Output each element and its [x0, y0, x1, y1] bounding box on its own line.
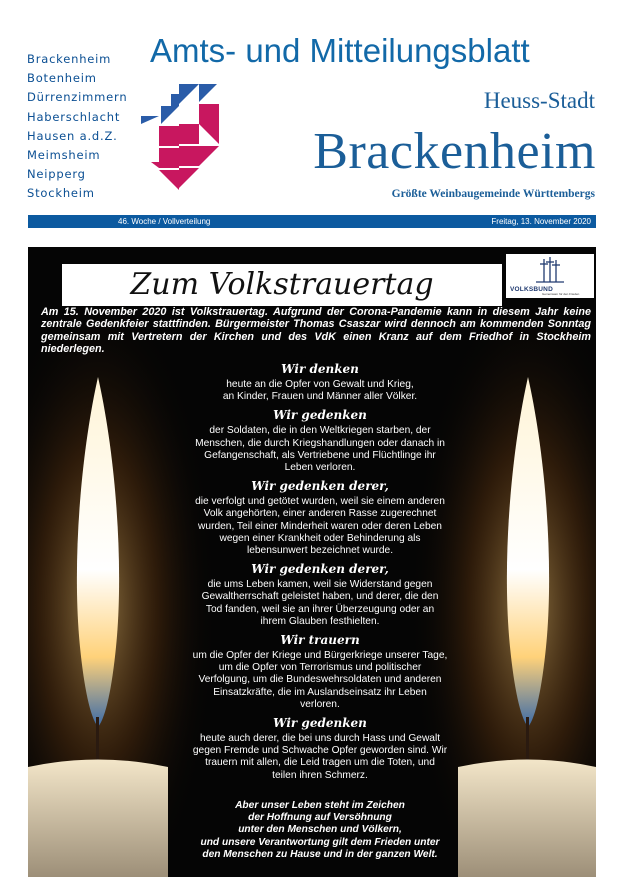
- town-name: Botenheim: [27, 71, 97, 86]
- town-name: Hausen a.d.Z.: [27, 128, 118, 143]
- verse-line: teilen ihren Schmerz.: [272, 769, 368, 781]
- town-name: Neipperg: [27, 167, 86, 182]
- tagline: Größte Weinbaugemeinde Württembergs: [391, 188, 595, 200]
- verse-heading: Wir gedenken derer,: [251, 479, 389, 494]
- closing-line: den Menschen zu Hause und in der ganzen Welt.: [202, 848, 438, 860]
- verse-body: [150, 496, 490, 557]
- town-name: Brackenheim: [27, 52, 112, 66]
- verse-heading: Wir trauern: [280, 633, 360, 648]
- verse-line: ihrem Glauben festhielten.: [260, 615, 380, 627]
- verse-line: um die Opfer von Terrorismus und politischer: [218, 662, 422, 674]
- verse-line: verloren.: [300, 698, 340, 710]
- town-name-heading: Brackenheim: [313, 123, 596, 180]
- verse-line: die ums Leben kamen, weil sie Widerstand gegen: [207, 579, 433, 591]
- verse-line: Verfolgung, um die Bundeswehrsoldaten und anderen: [198, 674, 442, 686]
- closing-line: Aber unser Leben steht im Zeichen: [235, 800, 405, 811]
- issue-label: 46. Woche / Vollverteilung: [118, 217, 211, 226]
- verse-line: an Kinder, Frauen und Männer aller Völker.: [222, 391, 418, 403]
- city-logo-icon: [141, 84, 226, 199]
- verse-body: [150, 379, 490, 403]
- verse-line: Menschen, die durch Kriegshandlungen oder danach in: [195, 437, 445, 449]
- cross-icon: [506, 254, 594, 286]
- closing-lines: [150, 800, 490, 861]
- verse-line: Einsatzkräfte, die im Auslandseinsatz ihr Leben: [213, 686, 427, 698]
- verse-line: wurden, Teil einer Minderheit waren oder deren Leben: [198, 520, 442, 532]
- verse-body: [150, 733, 490, 782]
- verse-line: heute auch derer, die bei uns durch Hass und Gewalt: [199, 733, 441, 745]
- volksbund-tagline: Gemeinsam für den Frieden: [542, 292, 580, 296]
- remembrance-verses: [150, 362, 490, 787]
- verse-heading: Wir gedenken: [273, 716, 367, 731]
- verse-line: der Soldaten, die in den Weltkriegen starben, der: [209, 425, 431, 437]
- issue-date: Freitag, 13. November 2020: [491, 217, 591, 226]
- town-name: Meimsheim: [27, 148, 101, 163]
- publication-title: Amts- und Mitteilungsblatt: [150, 32, 530, 69]
- verse-line: Leben verloren.: [284, 462, 356, 474]
- verse-body: [150, 650, 490, 711]
- publication-subtitle: Heuss-Stadt: [483, 88, 595, 113]
- verse-line: wegen einer Krankheit oder Behinderung als: [219, 532, 421, 544]
- verse-line: Gewaltherrschaft geleistet haben, und derer, die den: [201, 591, 439, 603]
- verse-line: um die Opfer der Kriege und Bürgerkriege unserer Tage,: [192, 650, 448, 662]
- town-list: [27, 50, 127, 204]
- notice-title: Zum Volkstrauertag: [62, 264, 502, 306]
- verse-line: Volk angehörten, einer anderen Rasse zugerechnet: [203, 508, 437, 520]
- verse-heading: Wir denken: [281, 362, 359, 376]
- verse-body: [150, 425, 490, 474]
- verse-heading: Wir gedenken derer,: [251, 562, 389, 577]
- town-name: Dürrenzimmern: [27, 90, 128, 105]
- verse-line: heute an die Opfer von Gewalt und Krieg,: [226, 379, 414, 390]
- verse-body: [150, 579, 490, 628]
- volksbund-logo: [506, 254, 594, 298]
- issue-info-bar: [28, 215, 596, 228]
- closing-line: der Hoffnung auf Versöhnung: [248, 812, 392, 824]
- closing-line: und unsere Verantwortung gilt dem Frieden unter: [200, 836, 440, 848]
- verse-line: trauern mit allen, die Leid tragen um die Toten, und: [205, 757, 435, 769]
- verse-line: lebensunwert bezeichnet wurde.: [246, 545, 394, 557]
- volksbund-name: VOLKSBUND: [510, 286, 553, 293]
- town-name: Haberschlacht: [27, 109, 121, 124]
- verse-line: Tod fanden, weil sie an ihrer Überzeugung oder an: [205, 603, 435, 615]
- verse-line: gegen Fremde und Schwache Opfer geworden sind. Wir: [192, 745, 448, 757]
- verse-heading: Wir gedenken: [273, 408, 367, 423]
- verse-line: Gefangenschaft, als Vertriebene und Flüchtlinge ihr: [204, 449, 436, 461]
- notice-intro: Am 15. November 2020 ist Volkstrauertag. Aufgrund der Corona-Pandemie kann in diesem Jahr keine zentrale Gedenkfeier stattfinden. Bürgermeister Thomas Csaszar wird dennoch am kommenden Sonntag gemeinsam mit Vertretern der Kirchen und des VdK einen Kranz auf dem Friedhof in Stockheim niederlegen.: [41, 306, 591, 355]
- candle-left-icon: [28, 760, 168, 878]
- closing-line: unter den Menschen und Völkern,: [238, 824, 402, 836]
- verse-line: die verfolgt und getötet wurden, weil sie einem anderen: [195, 496, 445, 508]
- town-name: Stockheim: [27, 186, 95, 201]
